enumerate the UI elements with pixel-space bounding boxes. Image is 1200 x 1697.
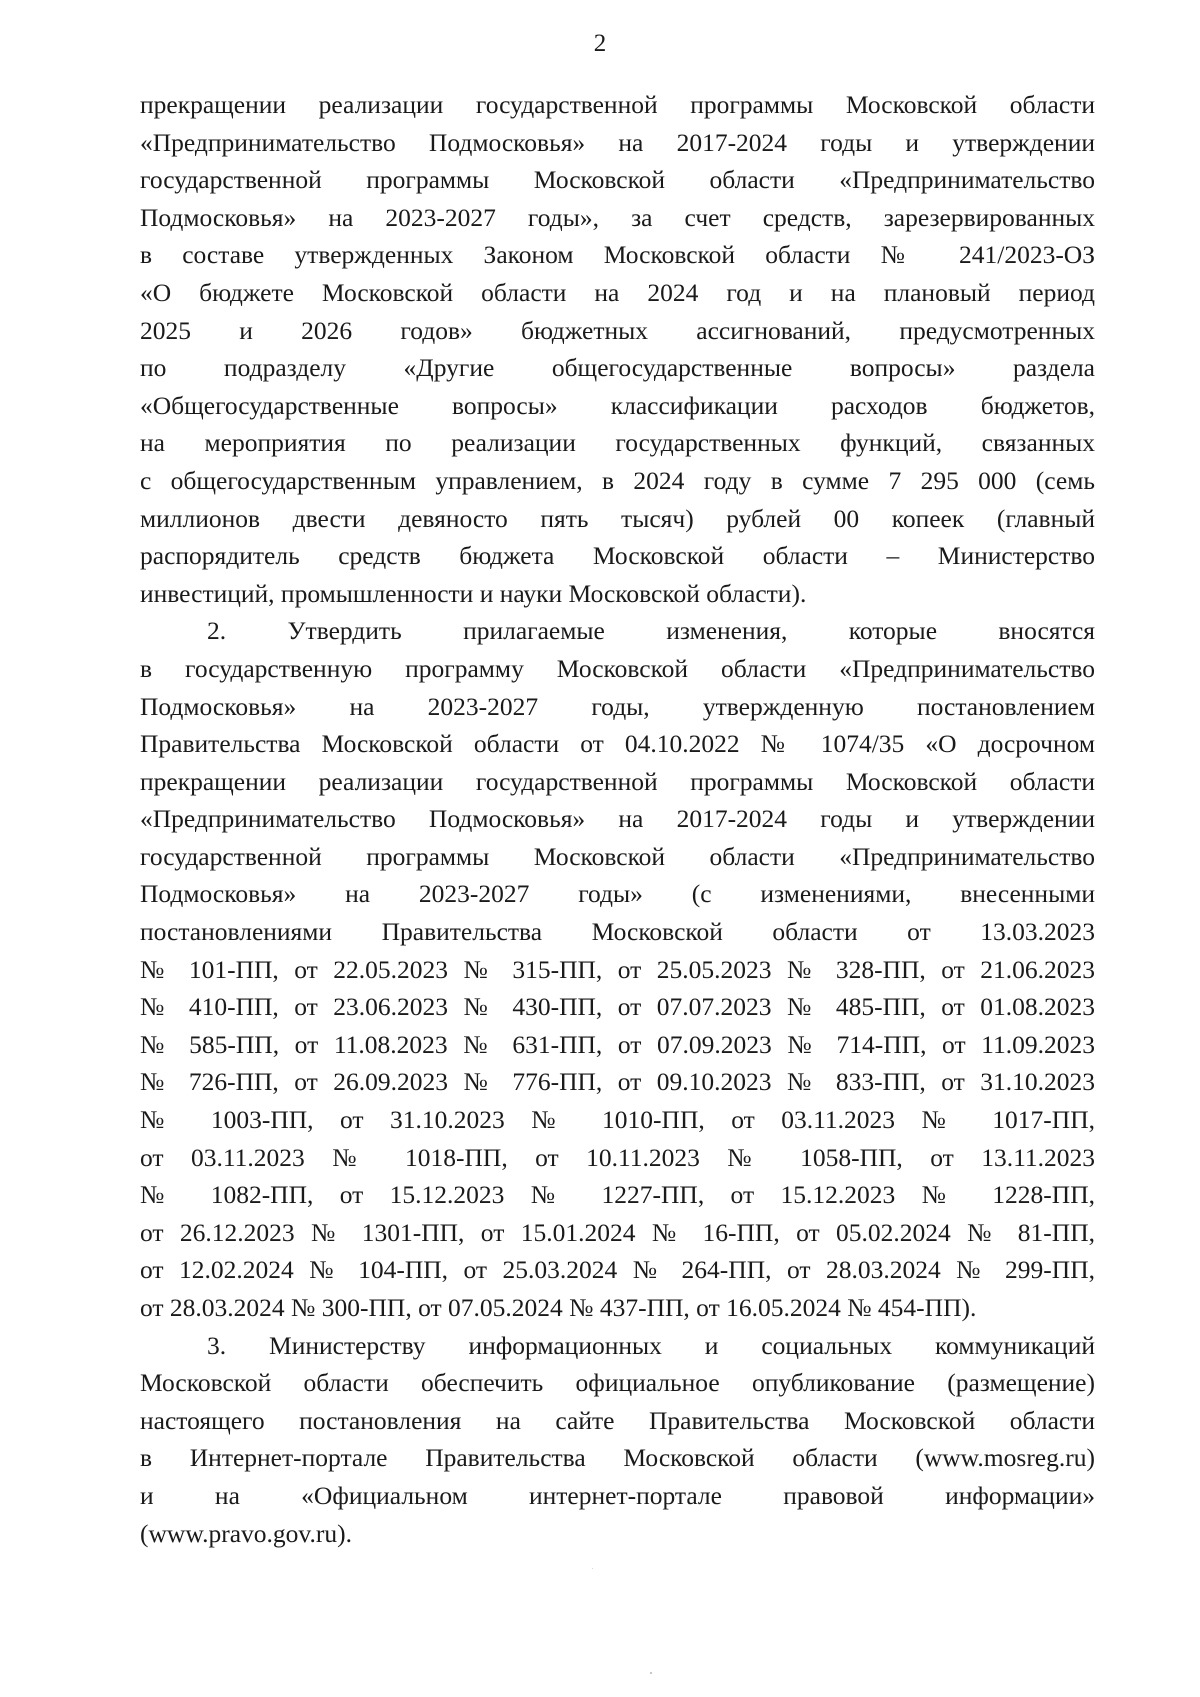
paragraph-line: с общегосударственным управлением, в 2024 году в сумме 7 295 000 (семь: [140, 465, 1095, 495]
paragraph-line: 2. Утвердить прилагаемые изменения, которые вносятся: [207, 616, 1095, 646]
paragraph-line: миллионов двести девяносто пять тысяч) рублей 00 копеек (главный: [140, 503, 1095, 533]
paragraph-line: инвестиций, промышленности и науки Московской области).: [140, 578, 807, 608]
paragraph-line: настоящего постановления на сайте Правительства Московской области: [140, 1405, 1095, 1435]
paragraph-line: «Общегосударственные вопросы» классификации расходов бюджетов,: [140, 390, 1095, 420]
paragraph-line: распорядитель средств бюджета Московской области – Министерство: [140, 541, 1095, 571]
paragraph-line: (www.pravo.gov.ru).: [140, 1518, 352, 1548]
paragraph-line: постановлениями Правительства Московской области от 13.03.2023: [140, 917, 1095, 947]
paragraph-line: № 410-ПП, от 23.06.2023 № 430-ПП, от 07.07.2023 № 485-ПП, от 01.08.2023: [140, 992, 1095, 1022]
document-body: [140, 86, 1095, 1552]
paragraph-item-2: [140, 612, 1095, 1326]
paragraph-line: Подмосковья» на 2023-2027 годы, утвержденную постановлением: [140, 691, 1095, 721]
paragraph-line: Московской области обеспечить официальное опубликование (размещение): [140, 1368, 1095, 1398]
paragraph-line: «Предпринимательство Подмосковья» на 2017-2024 годы и утверждении: [140, 804, 1095, 834]
paragraph-line: и на «Официальном интернет-портале правовой информации»: [140, 1480, 1095, 1510]
paragraph-line: «Предпринимательство Подмосковья» на 2017-2024 годы и утверждении: [140, 127, 1095, 157]
paragraph-line: № 1003-ПП, от 31.10.2023 № 1010-ПП, от 03.11.2023 № 1017-ПП,: [140, 1105, 1095, 1135]
paragraph-line: от 03.11.2023 № 1018-ПП, от 10.11.2023 № 1058-ПП, от 13.11.2023: [140, 1142, 1095, 1172]
paragraph-line: № 101-ПП, от 22.05.2023 № 315-ПП, от 25.05.2023 № 328-ПП, от 21.06.2023: [140, 954, 1095, 984]
paragraph-line: от 26.12.2023 № 1301-ПП, от 15.01.2024 № 16-ПП, от 05.02.2024 № 81-ПП,: [140, 1217, 1095, 1247]
paragraph-line: государственной программы Московской области «Предпринимательство: [140, 165, 1095, 195]
paragraph-line: № 1082-ПП, от 15.12.2023 № 1227-ПП, от 15.12.2023 № 1228-ПП,: [140, 1180, 1095, 1210]
paragraph-line: в государственную программу Московской области «Предпринимательство: [140, 653, 1095, 683]
paragraph-line: на мероприятия по реализации государственных функций, связанных: [140, 428, 1095, 458]
page-number: 2: [593, 30, 607, 57]
paragraph-line: Правительства Московской области от 04.10.2022 № 1074/35 «О досрочном: [140, 729, 1095, 759]
paragraph-line: в Интернет-портале Правительства Московской области (www.mosreg.ru): [140, 1443, 1095, 1473]
paragraph-line: «О бюджете Московской области на 2024 год и на плановый период: [140, 277, 1095, 307]
paragraph-line: в составе утвержденных Законом Московской области № 241/2023-ОЗ: [140, 240, 1095, 270]
scan-speck: [650, 1672, 652, 1674]
paragraph-line: Подмосковья» на 2023-2027 годы», за счет средств, зарезервированных: [140, 202, 1095, 232]
paragraph-line: от 12.02.2024 № 104-ПП, от 25.03.2024 № 264-ПП, от 28.03.2024 № 299-ПП,: [140, 1255, 1095, 1285]
paragraph-line: прекращении реализации государственной программы Московской области: [140, 90, 1095, 119]
paragraph-line: 2025 и 2026 годов» бюджетных ассигнований, предусмотренных: [140, 315, 1095, 345]
paragraph-line: № 726-ПП, от 26.09.2023 № 776-ПП, от 09.10.2023 № 833-ПП, от 31.10.2023: [140, 1067, 1095, 1097]
paragraph-1-continuation: [140, 86, 1095, 612]
paragraph-line: № 585-ПП, от 11.08.2023 № 631-ПП, от 07.09.2023 № 714-ПП, от 11.09.2023: [140, 1029, 1095, 1059]
paragraph-line: Подмосковья» на 2023-2027 годы» (с изменениями, внесенными: [140, 879, 1095, 909]
paragraph-line: 3. Министерству информационных и социальных коммуникаций: [207, 1330, 1095, 1360]
scan-speck: [592, 1568, 593, 1569]
paragraph-line: государственной программы Московской области «Предпринимательство: [140, 841, 1095, 871]
paragraph-line: прекращении реализации государственной программы Московской области: [140, 766, 1095, 796]
paragraph-line: от 28.03.2024 № 300-ПП, от 07.05.2024 № 437-ПП, от 16.05.2024 № 454-ПП).: [140, 1293, 977, 1322]
paragraph-line: по подразделу «Другие общегосударственные вопросы» раздела: [140, 353, 1095, 383]
paragraph-item-3: [140, 1327, 1095, 1553]
